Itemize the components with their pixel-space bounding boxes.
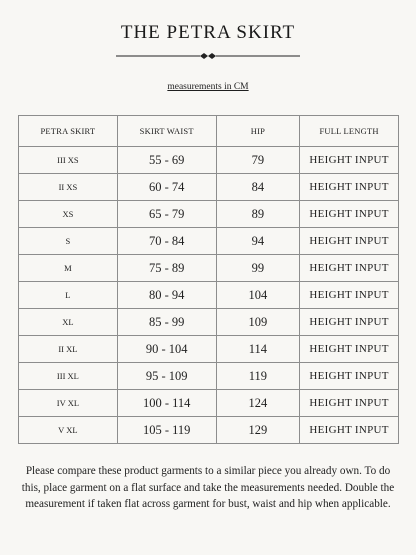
size-chart-table: [18, 115, 399, 444]
size-cell: L: [19, 282, 118, 309]
size-cell: II XL: [19, 336, 118, 363]
table-row: [19, 147, 399, 174]
hip-cell: 109: [216, 309, 300, 336]
size-cell: XL: [19, 309, 118, 336]
table-row: [19, 417, 399, 444]
hip-cell: 99: [216, 255, 300, 282]
length-cell: HEIGHT INPUT: [300, 336, 399, 363]
table-row: [19, 336, 399, 363]
length-cell: HEIGHT INPUT: [300, 174, 399, 201]
size-cell: II XS: [19, 174, 118, 201]
size-cell: M: [19, 255, 118, 282]
table-row: [19, 309, 399, 336]
length-cell: HEIGHT INPUT: [300, 228, 399, 255]
hip-cell: 104: [216, 282, 300, 309]
hip-cell: 124: [216, 390, 300, 417]
waist-cell: 85 - 99: [117, 309, 216, 336]
length-cell: HEIGHT INPUT: [300, 417, 399, 444]
table-row: [19, 390, 399, 417]
header-hip: HIP: [216, 116, 300, 147]
size-cell: III XS: [19, 147, 118, 174]
length-cell: HEIGHT INPUT: [300, 309, 399, 336]
table-row: [19, 174, 399, 201]
waist-cell: 90 - 104: [117, 336, 216, 363]
hip-cell: 89: [216, 201, 300, 228]
size-cell: III XL: [19, 363, 118, 390]
page-title: THE PETRA SKIRT: [120, 22, 296, 43]
table-row: [19, 363, 399, 390]
table-row: [19, 228, 399, 255]
waist-cell: 55 - 69: [117, 147, 216, 174]
length-cell: HEIGHT INPUT: [300, 363, 399, 390]
length-cell: HEIGHT INPUT: [300, 147, 399, 174]
hip-cell: 114: [216, 336, 300, 363]
waist-cell: 65 - 79: [117, 201, 216, 228]
hip-cell: 84: [216, 174, 300, 201]
measurement-instructions: Please compare these product garments to a similar piece you already own. To do this, place garment on a flat surface and take the measurements needed. Double the measurement if taken flat across garment for bust, waist and hip when applicable.: [21, 465, 395, 510]
waist-cell: 100 - 114: [117, 390, 216, 417]
waist-cell: 80 - 94: [117, 282, 216, 309]
header-length: FULL LENGTH: [300, 116, 399, 147]
table-row: [19, 282, 399, 309]
size-cell: V XL: [19, 417, 118, 444]
units-subtitle: measurements in CM: [167, 82, 249, 92]
length-cell: HEIGHT INPUT: [300, 255, 399, 282]
size-cell: S: [19, 228, 118, 255]
waist-cell: 95 - 109: [117, 363, 216, 390]
waist-cell: 70 - 84: [117, 228, 216, 255]
header-size: PETRA SKIRT: [19, 116, 118, 147]
divider-ornament: [116, 50, 300, 62]
waist-cell: 105 - 119: [117, 417, 216, 444]
hip-cell: 79: [216, 147, 300, 174]
waist-cell: 60 - 74: [117, 174, 216, 201]
hip-cell: 94: [216, 228, 300, 255]
table-row: [19, 201, 399, 228]
length-cell: HEIGHT INPUT: [300, 201, 399, 228]
hip-cell: 119: [216, 363, 300, 390]
table-row: [19, 255, 399, 282]
size-cell: XS: [19, 201, 118, 228]
length-cell: HEIGHT INPUT: [300, 282, 399, 309]
length-cell: HEIGHT INPUT: [300, 390, 399, 417]
size-cell: IV XL: [19, 390, 118, 417]
hip-cell: 129: [216, 417, 300, 444]
table-header-row: [19, 116, 399, 147]
header-waist: SKIRT WAIST: [117, 116, 216, 147]
waist-cell: 75 - 89: [117, 255, 216, 282]
